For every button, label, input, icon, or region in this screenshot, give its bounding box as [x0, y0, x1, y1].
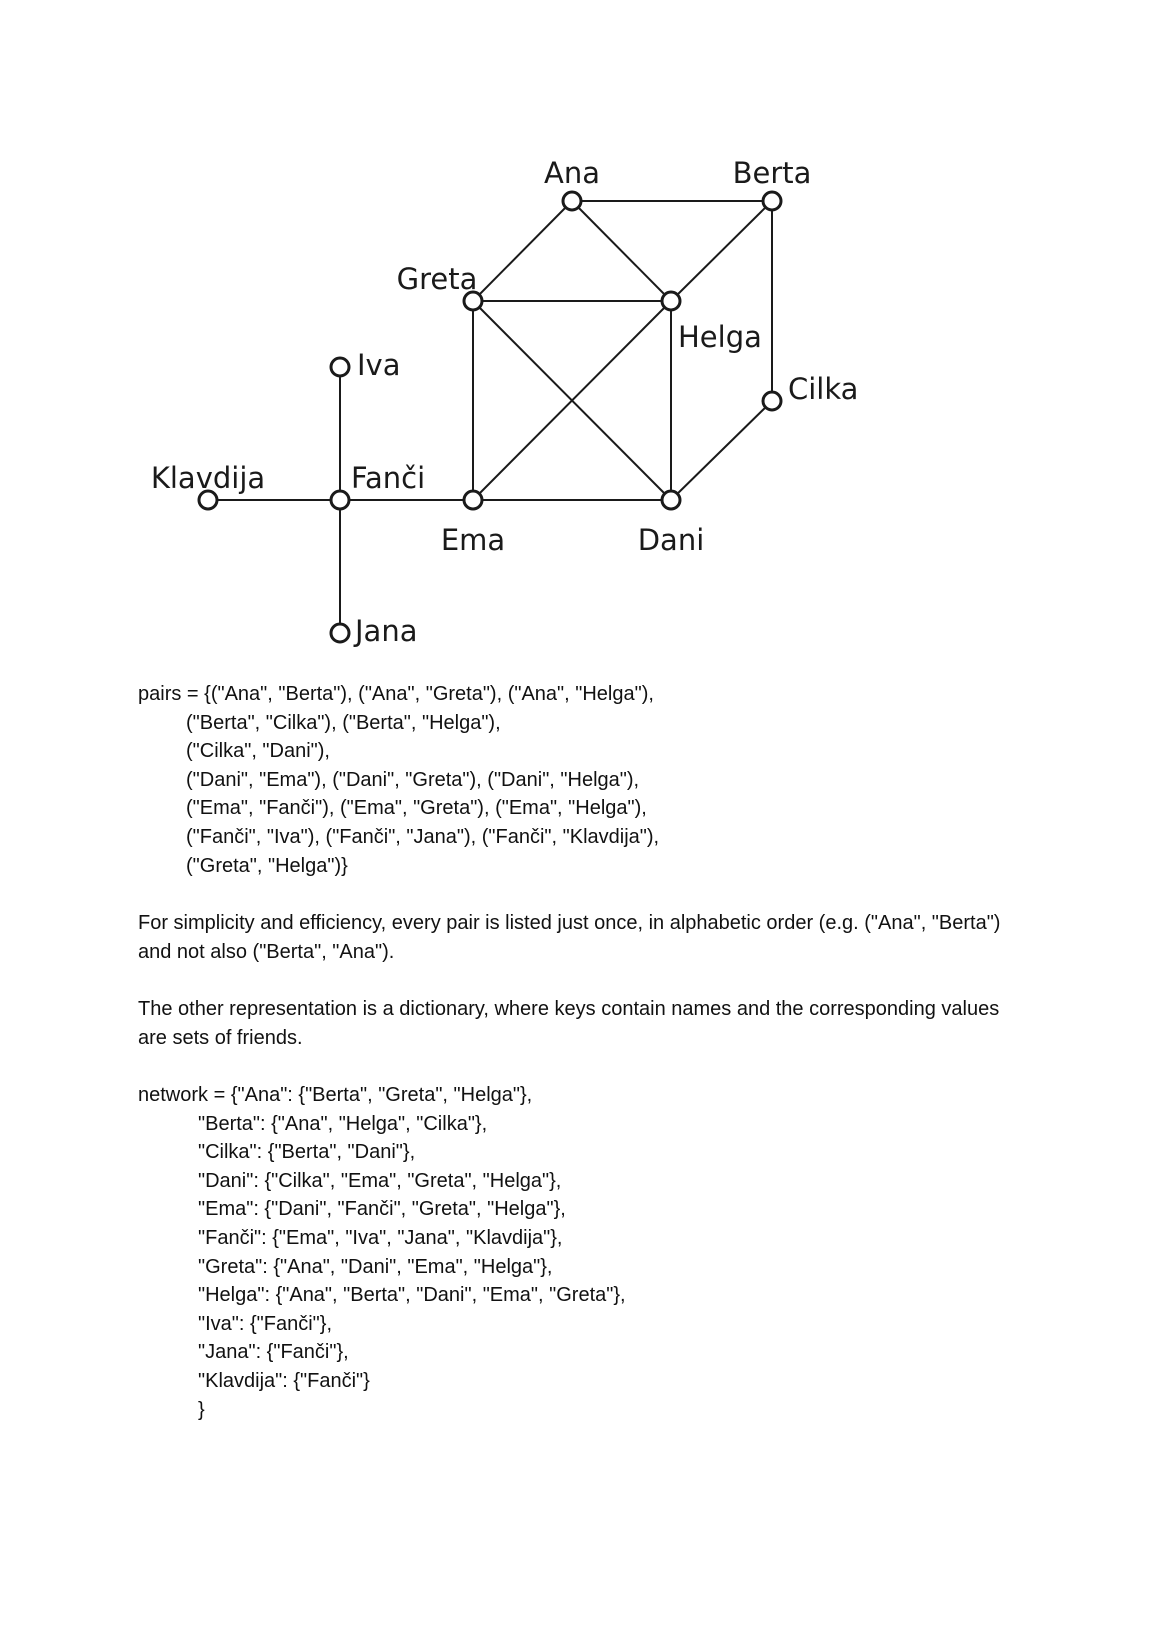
network-code-line: "Jana": {"Fanči"}, — [198, 1341, 349, 1364]
network-code-line: "Iva": {"Fanči"}, — [198, 1312, 333, 1335]
pairs-code-line: ("Ema", "Fanči"), ("Ema", "Greta"), ("Ema", "Helga"), — [186, 797, 647, 820]
network-code-line: "Klavdija": {"Fanči"} — [198, 1369, 370, 1392]
node-berta — [763, 192, 781, 210]
node-label-iva: Iva — [357, 348, 401, 382]
graph-edges — [208, 201, 772, 633]
dictionary-paragraph: The other representation is a dictionary, where keys contain names and the corresponding values are sets of friends. — [138, 998, 1000, 1049]
network-code-line: "Dani": {"Cilka", "Ema", "Greta", "Helga"}, — [198, 1169, 562, 1192]
node-ana — [563, 192, 581, 210]
node-cilka — [763, 392, 781, 410]
node-label-ema: Ema — [440, 523, 506, 557]
friendship-graph-diagram — [0, 0, 1158, 660]
network-code-line: network = {"Ana": {"Berta", "Greta", "Helga"}, — [138, 1084, 533, 1106]
pairs-code-line: ("Fanči", "Iva"), ("Fanči", "Jana"), ("Fanči", "Klavdija"), — [186, 825, 660, 848]
node-label-cilka: Cilka — [788, 372, 859, 406]
node-label-greta: Greta — [396, 262, 478, 296]
edge-ana-helga — [572, 201, 671, 301]
edge-berta-helga — [671, 201, 772, 301]
pairs-code-block — [138, 680, 1018, 880]
pairs-code-line: pairs = {("Ana", "Berta"), ("Ana", "Greta"), ("Ana", "Helga"), — [138, 683, 654, 705]
network-code-line: } — [198, 1398, 205, 1421]
node-label-dani: Dani — [637, 523, 705, 557]
network-code-line: "Berta": {"Ana", "Helga", "Cilka"}, — [198, 1112, 488, 1135]
pairs-code-line: ("Greta", "Helga")} — [186, 854, 348, 877]
simplicity-paragraph: For simplicity and efficiency, every pair is listed just once, in alphabetic order (e.g. ("Ana", "Berta") and not also ("Berta", "Ana"). — [138, 912, 1001, 963]
network-code-line: "Helga": {"Ana", "Berta", "Dani", "Ema", "Greta"}, — [198, 1284, 626, 1307]
network-code-line: "Greta": {"Ana", "Dani", "Ema", "Helga"}, — [198, 1255, 553, 1278]
pairs-code-line: ("Berta", "Cilka"), ("Berta", "Helga"), — [186, 711, 501, 734]
pairs-code-line: ("Dani", "Ema"), ("Dani", "Greta"), ("Dani", "Helga"), — [186, 768, 640, 791]
network-code-block — [138, 1081, 1018, 1424]
network-code-line: "Fanči": {"Ema", "Iva", "Jana", "Klavdija"}, — [198, 1226, 563, 1249]
node-helga — [662, 292, 680, 310]
graph-labels — [151, 156, 859, 648]
node-jana — [331, 624, 349, 642]
node-label-berta: Berta — [732, 156, 812, 190]
network-code-line: "Ema": {"Dani", "Fanči", "Greta", "Helga"}, — [198, 1198, 566, 1221]
node-dani — [662, 491, 680, 509]
network-code-line: "Cilka": {"Berta", "Dani"}, — [198, 1141, 416, 1164]
node-label-jana: Jana — [355, 614, 418, 648]
graph-nodes — [199, 192, 781, 642]
node-iva — [331, 358, 349, 376]
node-label-fanči: Fanči — [351, 461, 426, 495]
node-label-klavdija: Klavdija — [150, 461, 266, 495]
pairs-code-line: ("Cilka", "Dani"), — [186, 740, 330, 763]
edge-ana-greta — [473, 201, 572, 301]
edge-cilka-dani — [671, 401, 772, 500]
node-label-helga: Helga — [678, 320, 762, 354]
node-fanči — [331, 491, 349, 509]
node-ema — [464, 491, 482, 509]
node-label-ana: Ana — [544, 156, 600, 190]
